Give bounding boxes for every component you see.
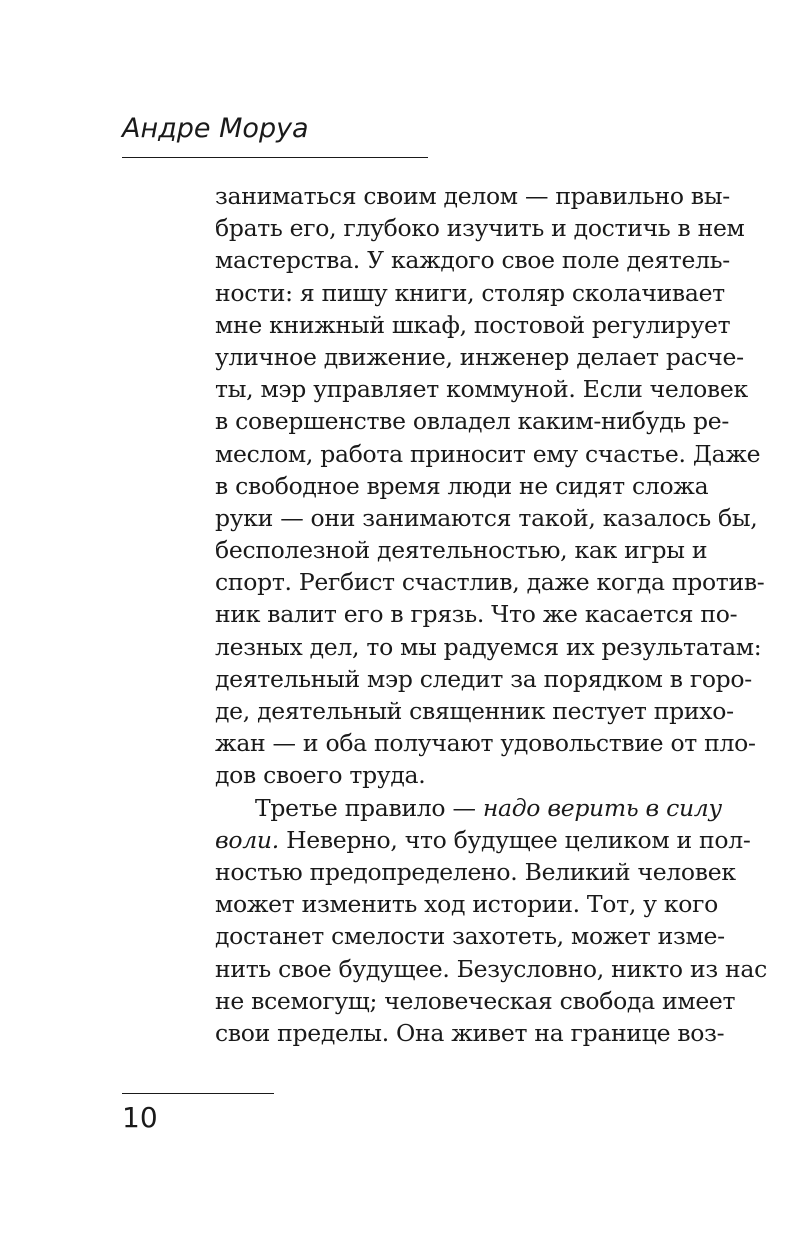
footer-rule: [122, 1093, 274, 1094]
text-line: бесполезной деятельностью, как игры и: [215, 536, 708, 565]
text-line: ник валит его в грязь. Что же касается по-: [215, 600, 738, 629]
text-line: не всемогущ; человеческая свобода имеет: [215, 986, 736, 1015]
text-line: брать его, глубоко изучить и достичь в нем: [215, 214, 745, 243]
text-line: нить свое будущее. Безусловно, никто из нас: [215, 954, 767, 983]
text-line: ты, мэр управляет коммуной. Если человек: [215, 375, 748, 404]
text-line: спорт. Регбист счастлив, даже когда против-: [215, 568, 765, 597]
text-line: руки — они занимаются такой, казалось бы,: [215, 503, 758, 532]
text-line: жан — и оба получают удовольствие от пло-: [215, 729, 756, 758]
text-line: дов своего труда.: [215, 761, 426, 790]
text-line: уличное движение, инженер делает расче-: [215, 342, 744, 371]
page-body-text: [215, 180, 767, 1049]
text-line: меслом, работа приносит ему счастье. Даже: [215, 439, 761, 468]
running-header-author: Андре Моруа: [122, 113, 309, 144]
text-line: деятельный мэр следит за порядком в горо-: [215, 664, 752, 693]
text-line: может изменить ход истории. Тот, у кого: [215, 890, 718, 919]
text-line: [215, 824, 751, 856]
header-rule: [122, 157, 428, 158]
text-line: [215, 792, 722, 824]
text-line: мне книжный шкаф, постовой регулирует: [215, 310, 731, 339]
text-run: Третье правило —: [255, 793, 483, 822]
text-line: лезных дел, то мы радуемся их результатам:: [215, 632, 762, 661]
text-line: заниматься своим делом — правильно вы-: [215, 182, 730, 210]
text-line: мастерства. У каждого свое поле деятель-: [215, 246, 730, 275]
text-line: де, деятельный священник пестует прихо-: [215, 697, 734, 725]
text-line: ности: я пишу книги, столяр сколачивает: [215, 278, 725, 307]
text-run: Неверно, что будущее целиком и пол-: [278, 825, 751, 854]
text-line: в совершенстве овладел каким-нибудь ре-: [215, 407, 729, 436]
text-line: достанет смелости захотеть, может изме-: [215, 922, 725, 951]
italic-emphasis: воли.: [215, 825, 279, 854]
text-line: свои пределы. Она живет на границе воз-: [215, 1018, 725, 1047]
text-line: в свободное время люди не сидят сложа: [215, 471, 709, 500]
italic-emphasis: надо верить в силу: [482, 793, 722, 822]
text-line: ностью предопределено. Великий человек: [215, 857, 736, 886]
page-number: 10: [122, 1101, 158, 1134]
